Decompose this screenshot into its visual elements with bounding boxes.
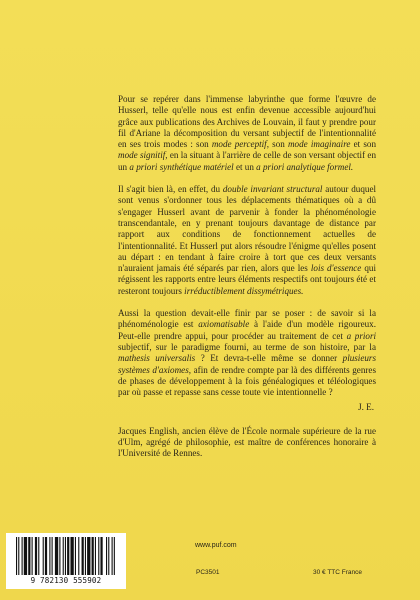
barcode-bar bbox=[18, 537, 19, 575]
barcode-bar bbox=[114, 537, 115, 575]
barcode-bar bbox=[43, 537, 44, 575]
barcode-bar bbox=[70, 537, 73, 575]
barcode-bar bbox=[85, 537, 86, 575]
barcode-label bbox=[6, 533, 126, 589]
barcode-bar bbox=[35, 537, 37, 575]
barcode-bar bbox=[32, 537, 33, 575]
barcode-bar bbox=[38, 537, 39, 575]
barcode-bar bbox=[82, 537, 84, 575]
barcode-bar bbox=[55, 537, 58, 575]
barcode-bar bbox=[112, 537, 113, 575]
paragraph-2: Il s'agit bien là, en effet, du double invariant structural autour duquel sont venus s'ordonner tous les déplacements thématiques où a dû s'engager Husserl avant de parvenir à fonder la phénoménologie transcendantale, en y prenant toujours davantage de distance par rapport aux conditions de fonctionnement actuelles de l'intentionnalité. Et Husserl put alors résoudre l'énigme qu'elles posent au départ : en tendant à faire croire à tort que ces deux versants n'auraient jamais été séparés par rien, alors que les lois d'essence qui régissent les rapports entre leurs éléments respectifs ont toujours été et resteront toujours irréductiblement dissymétriques. bbox=[118, 184, 377, 296]
barcode-bar bbox=[28, 537, 30, 575]
barcode-bar bbox=[16, 537, 17, 575]
barcode-bar bbox=[75, 537, 76, 575]
barcode-bar bbox=[45, 537, 47, 575]
product-code: PC3501 bbox=[196, 569, 220, 576]
barcode-bar bbox=[22, 537, 23, 575]
barcode-bar bbox=[65, 537, 66, 575]
barcode-bar bbox=[108, 537, 109, 575]
signature: J. E. bbox=[358, 402, 374, 413]
author-bio: Jacques English, ancien élève de l'École normale supérieure de la rue d'Ulm, agrégé de philosophie, est maître de conférences honoraire à l'Université de Rennes. bbox=[118, 425, 376, 459]
barcode-bar bbox=[92, 537, 94, 575]
paragraph-1: Pour se repérer dans l'immense labyrinthe que forme l'œuvre de Husserl, telle qu'elle nous est enfin devenue accessible aujourd'hui grâce aux publications des Archives de Louvain, il faut y prendre pour fil d'Ariane la décomposition du versant subjectif de l'intentionnalité en ses trois modes : son mode perceptif, son mode imaginaire et son mode signitif, en la situant à l'arrière de celle de son versant objectif en un a priori synthétique matériel et un a priori analytique formel. bbox=[118, 94, 376, 172]
publisher-website[interactable]: www.puf.com bbox=[195, 542, 237, 549]
barcode-bar bbox=[24, 537, 27, 575]
barcode-bar bbox=[87, 537, 90, 575]
barcode-bar bbox=[63, 537, 64, 575]
isbn-digits: 9 782130 555902 bbox=[30, 576, 102, 585]
barcode-bar bbox=[106, 537, 107, 575]
barcode-bar bbox=[95, 537, 96, 575]
barcode-bar bbox=[49, 537, 50, 575]
barcode bbox=[16, 537, 116, 575]
barcode-bar bbox=[98, 537, 99, 575]
barcode-bar bbox=[59, 537, 60, 575]
barcode-bar bbox=[67, 537, 69, 575]
barcode-bar bbox=[78, 537, 79, 575]
barcode-bar bbox=[52, 537, 53, 575]
paragraph-3: Aussi la question devait-elle finir par se poser : de savoir si la phénoménologie est axiomatisable à l'aide d'un modèle rigoureux. Peut-elle prendre appui, pour procéder au traitement de cet a priori subjectif, sur le paradigme fourni, au terme de son histoire, par la mathesis universalis ? Et devra-t-elle même se donner plusieurs systèmes d'axiomes, afin de rendre compte par là des différents genres de phases de développement à la fois généalogiques et téléologiques par où passe et repasse sans cesse toute vie intentionnelle ? bbox=[118, 308, 377, 398]
blurb-text bbox=[118, 94, 376, 460]
price: 30 € TTC France bbox=[313, 569, 363, 576]
barcode-bar bbox=[100, 537, 102, 575]
